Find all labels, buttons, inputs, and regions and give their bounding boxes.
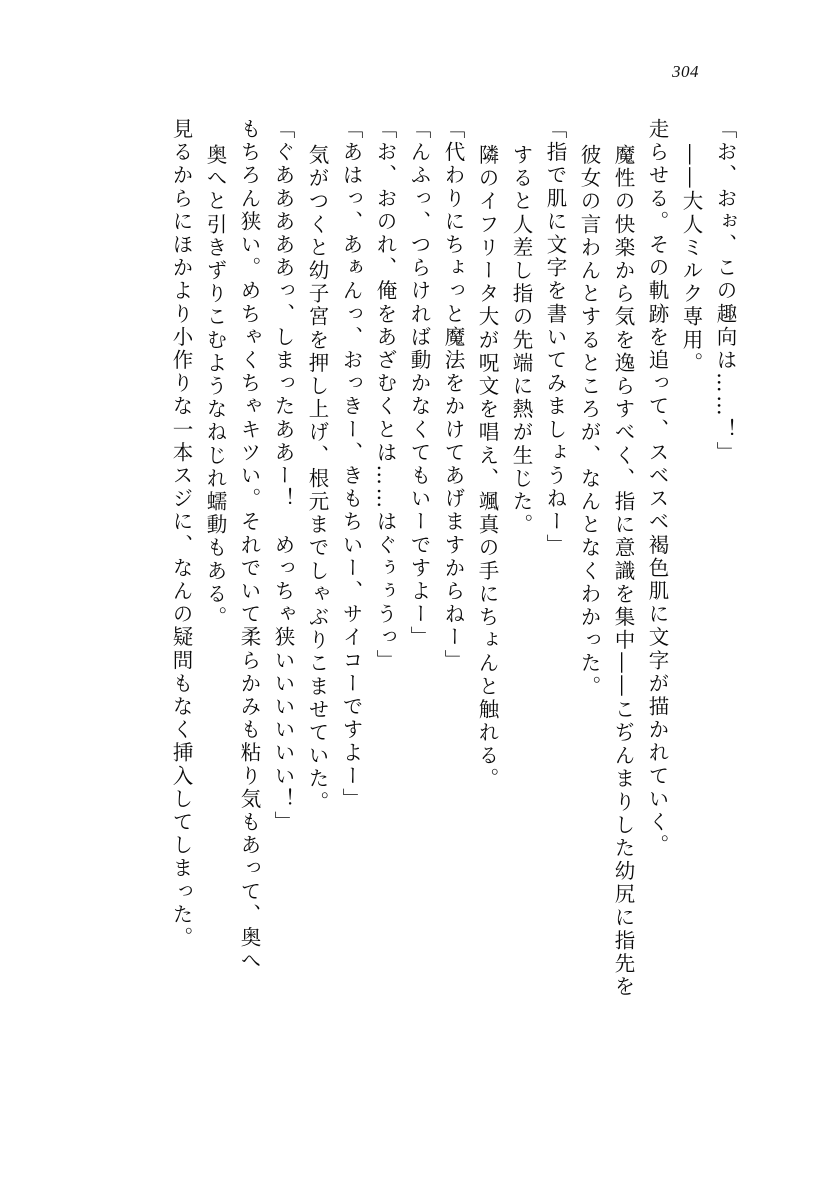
text-line: 隣のイフリータ大が呪文を唱え、颯真の手にちょんと触れる。 — [475, 144, 499, 791]
text-line: 「指で肌に文字を書いてみましょうねー」 — [543, 118, 567, 557]
text-line: 走らせる。その軌跡を追って、スベスベ褐色肌に文字が描かれていく。 — [645, 118, 669, 858]
text-line: 「あはっ、あぁんっ、おっきー、きもちいー、サイコーですよー」 — [339, 118, 363, 811]
text-line: ――大人ミルク専用。 — [679, 144, 703, 375]
text-line: 「お、おぉ、この趣向は……！」 — [713, 118, 737, 465]
text-line: もちろん狭い。めちゃくちゃキツい。それでいて柔らかみも粘り気もあって、奥へ — [237, 118, 261, 973]
text-line: 気がつくと幼子宮を押し上げ、根元までしゃぶりこませていた。 — [305, 144, 329, 814]
vertical-text-block — [95, 118, 735, 1078]
text-line: 奥へと引きずりこむようなねじれ蠕動もある。 — [203, 144, 227, 630]
text-line: 「お、おのれ、俺をあざむくとは……はぐぅぅうっ」 — [373, 118, 397, 673]
text-line: 「代わりにちょっと魔法をかけてあげますからねー」 — [441, 118, 465, 673]
text-line: 「ぐあああああっ、しまったああー！ めっちゃ狭いいいいいい！」 — [271, 118, 295, 835]
text-line: 「んふっ、つらければ動かなくてもいーですよー」 — [407, 118, 431, 650]
text-line: すると人差し指の先端に熱が生じた。 — [509, 144, 533, 537]
text-line: 魔性の快楽から気を逸らすべく、指に意識を集中――こぢんまりした幼尻に指先を — [611, 144, 635, 999]
text-line: 見るからにほかより小作りな一本スジに、なんの疑問もなく挿入してしまった。 — [169, 118, 193, 950]
page-number: 304 — [672, 62, 699, 81]
text-line: 彼女の言わんとするところが、なんとなくわかった。 — [577, 144, 601, 699]
